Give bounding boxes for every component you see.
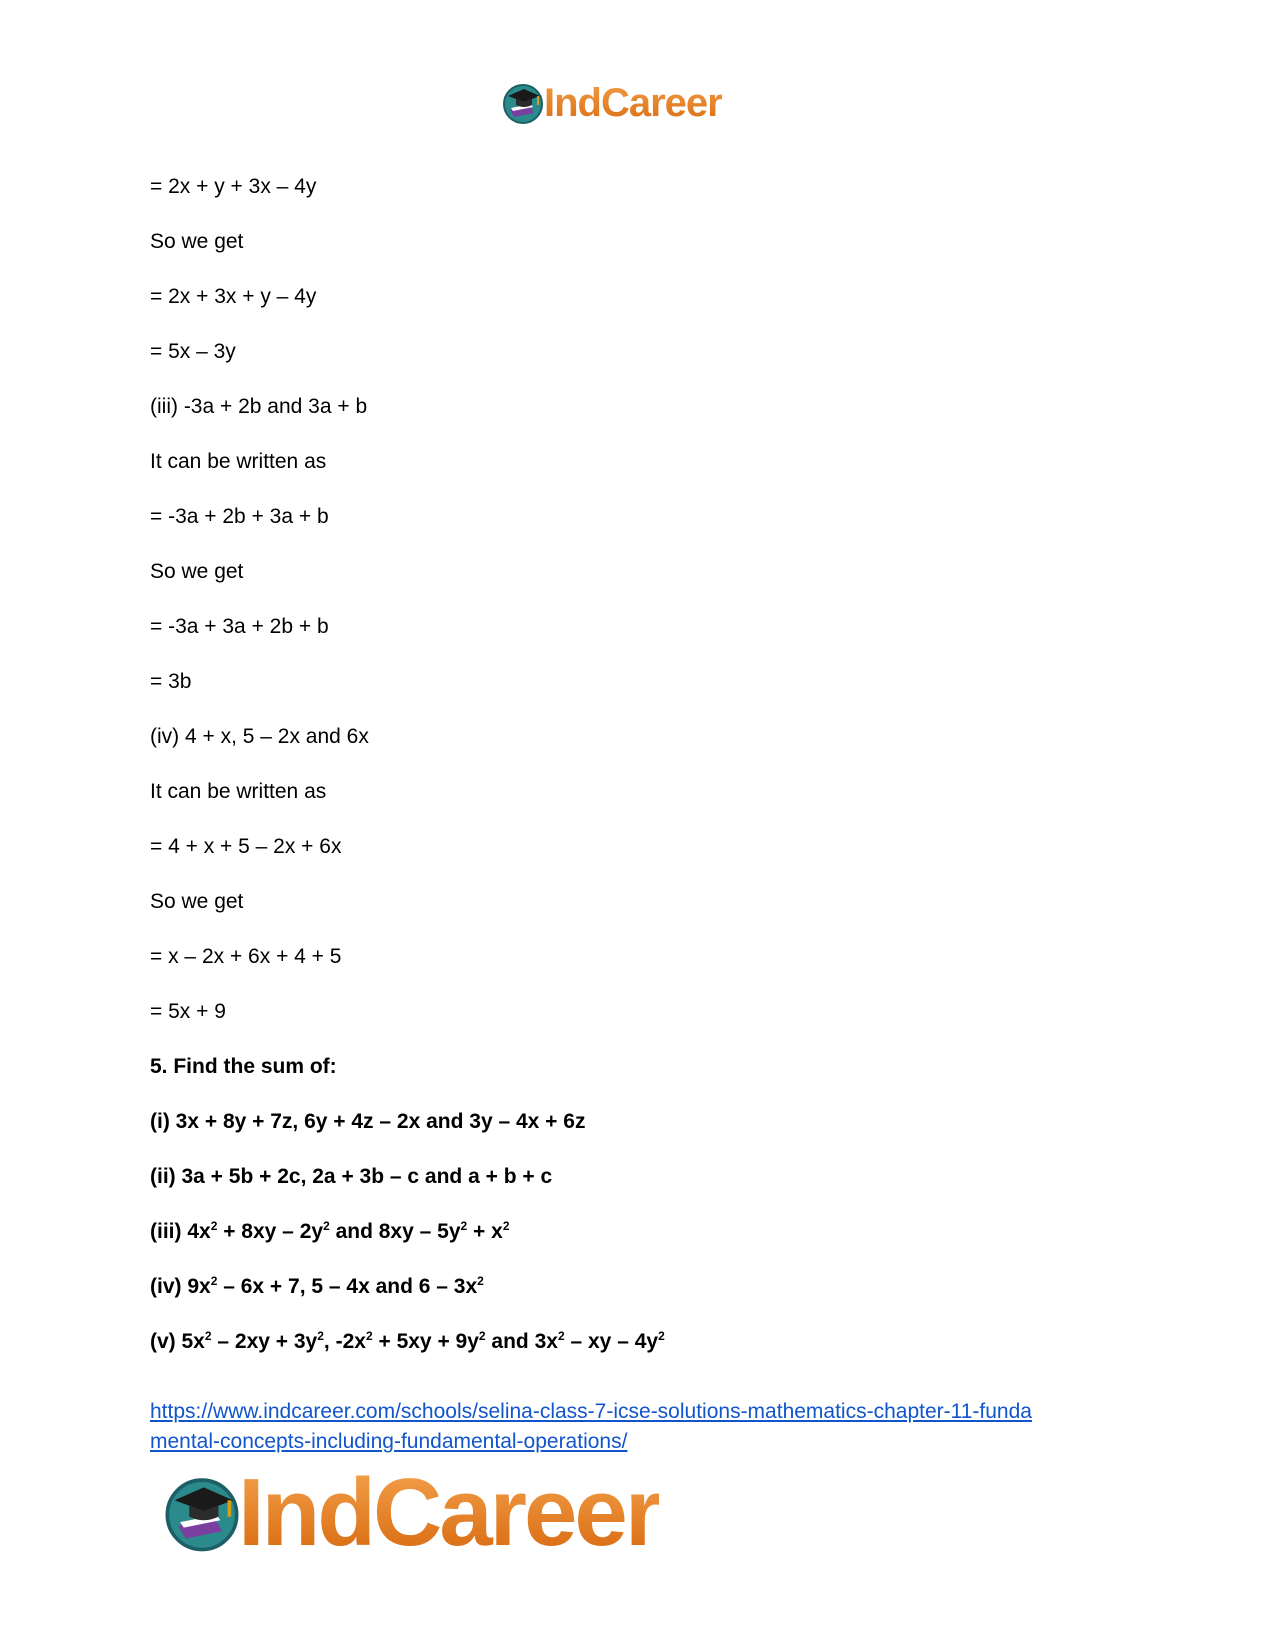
question-part-iv xyxy=(150,1274,1130,1299)
exponent: 2 xyxy=(658,1329,665,1343)
document-body xyxy=(150,174,1130,1384)
text-line: = -3a + 3a + 2b + b xyxy=(150,615,329,638)
exponent: 2 xyxy=(478,1329,486,1343)
text-line: = 2x + y + 3x – 4y xyxy=(150,175,317,198)
text-line: = 3b xyxy=(150,670,192,693)
question-part-ii: (ii) 3a + 5b + 2c, 2a + 3b – c and a + b + c xyxy=(150,1165,553,1188)
question-heading: 5. Find the sum of: xyxy=(150,1055,337,1078)
exponent: 2 xyxy=(365,1329,373,1343)
exponent: 2 xyxy=(323,1219,330,1233)
exponent: 2 xyxy=(460,1219,468,1233)
text-line: It can be written as xyxy=(150,450,327,473)
question-part-v xyxy=(150,1329,1130,1354)
text-line: = -3a + 2b + 3a + b xyxy=(150,505,329,528)
header-logo-text: IndCareer xyxy=(544,78,722,128)
expr-text: and 3x xyxy=(485,1330,558,1353)
text-line: So we get xyxy=(150,230,244,253)
expr-text: – 6x + 7, 5 – 4x and 6 – 3x xyxy=(217,1275,478,1298)
globe-graduation-cap-icon xyxy=(500,80,546,126)
expr-text: (iii) 4x xyxy=(150,1220,211,1243)
text-line: (iv) 4 + x, 5 – 2x and 6x xyxy=(150,725,369,748)
question-part-i: (i) 3x + 8y + 7z, 6y + 4z – 2x and 3y – 4x + 6z xyxy=(150,1110,586,1133)
source-link-line-1[interactable]: https://www.indcareer.com/schools/selina-class-7-icse-solutions-mathematics-chapter-11-funda xyxy=(150,1400,1032,1423)
exponent: 2 xyxy=(502,1219,510,1233)
expr-text: and 8xy – 5y xyxy=(329,1220,461,1243)
text-line: = 4 + x + 5 – 2x + 6x xyxy=(150,835,342,858)
question-part-iii xyxy=(150,1219,1130,1244)
source-link[interactable] xyxy=(150,1397,1130,1457)
text-line: = x – 2x + 6x + 4 + 5 xyxy=(150,945,342,968)
text-line: = 5x – 3y xyxy=(150,340,236,363)
expr-text: + 5xy + 9y xyxy=(372,1330,479,1353)
expr-text: (iv) 9x xyxy=(150,1275,211,1298)
exponent: 2 xyxy=(210,1274,218,1288)
source-link-line-2[interactable]: mental-concepts-including-fundamental-operations/ xyxy=(150,1430,628,1453)
text-line: So we get xyxy=(150,560,244,583)
text-line: = 2x + 3x + y – 4y xyxy=(150,285,317,308)
exponent: 2 xyxy=(477,1274,484,1288)
expr-text: + 8xy – 2y xyxy=(217,1220,324,1243)
exponent: 2 xyxy=(557,1329,565,1343)
text-line: = 5x + 9 xyxy=(150,1000,226,1023)
exponent: 2 xyxy=(317,1329,324,1343)
footer-logo-text: IndCareer xyxy=(238,1459,660,1566)
footer-logo xyxy=(160,1459,660,1566)
exponent: 2 xyxy=(204,1329,212,1343)
exponent: 2 xyxy=(210,1219,218,1233)
expr-text: + x xyxy=(467,1220,503,1243)
text-line: (iii) -3a + 2b and 3a + b xyxy=(150,395,368,418)
expr-text: – 2xy + 3y xyxy=(211,1330,318,1353)
expr-text: – xy – 4y xyxy=(564,1330,659,1353)
text-line: It can be written as xyxy=(150,780,327,803)
text-line: So we get xyxy=(150,890,244,913)
expr-text: (v) 5x xyxy=(150,1330,205,1353)
globe-graduation-cap-icon xyxy=(160,1471,244,1555)
expr-text: , -2x xyxy=(323,1330,366,1353)
header-logo xyxy=(500,78,722,128)
